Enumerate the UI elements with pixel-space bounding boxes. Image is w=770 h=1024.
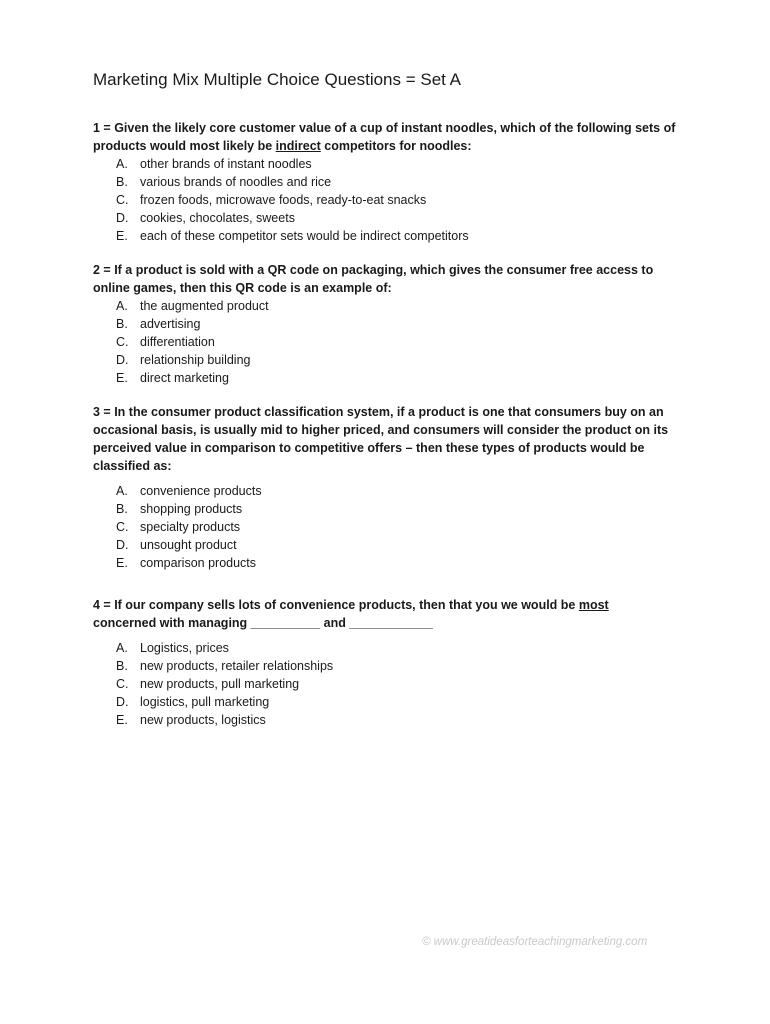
question-4-text: 4 = If our company sells lots of convenience products, then that you we would be most concerned with managing __________ and ____________	[93, 598, 609, 630]
question-3	[93, 403, 693, 572]
question-1-options	[93, 155, 693, 245]
option-1e: E. each of these competitor sets would be indirect competitors	[116, 229, 469, 243]
option-1d: D. cookies, chocolates, sweets	[116, 211, 295, 225]
question-4-options	[93, 639, 613, 729]
option-4a: A. Logistics, prices	[116, 641, 229, 655]
question-2	[93, 261, 693, 387]
option-2e: E. direct marketing	[116, 371, 229, 385]
copyright-footer: © www.greatideasforteachingmarketing.com	[422, 936, 648, 948]
option-2d: D. relationship building	[116, 353, 251, 367]
option-3d: D. unsought product	[116, 538, 237, 552]
question-4	[93, 596, 613, 729]
question-3-text: 3 = In the consumer product classification system, if a product is one that consumers buy on an occasional basis, is usually mid to higher priced, and consumers will consider the product on its perceived value in comparison to competitive offers – then these types of products would be classified as:	[93, 405, 669, 473]
question-2-text: 2 = If a product is sold with a QR code on packaging, which gives the consumer free access to online games, then this QR code is an example of:	[93, 263, 654, 295]
option-2b: B. advertising	[116, 317, 201, 331]
question-1-text: 1 = Given the likely core customer value of a cup of instant noodles, which of the following sets of products would most likely be indirect competitors for noodles:	[93, 121, 676, 153]
page-title: Marketing Mix Multiple Choice Questions = Set A	[93, 70, 462, 89]
option-4b: B. new products, retailer relationships	[116, 659, 334, 673]
option-1b: B. various brands of noodles and rice	[116, 175, 332, 189]
option-3e: E. comparison products	[116, 556, 257, 570]
option-4c: C. new products, pull marketing	[116, 677, 300, 691]
option-3b: B. shopping products	[116, 502, 243, 516]
option-4d: D. logistics, pull marketing	[116, 695, 270, 709]
question-1	[93, 119, 693, 245]
question-4-emphasis: most	[578, 598, 609, 612]
option-3a: A. convenience products	[116, 484, 262, 498]
option-1a: A. other brands of instant noodles	[116, 157, 312, 171]
question-3-options	[93, 482, 693, 572]
option-2a: A. the augmented product	[116, 299, 269, 313]
question-1-emphasis: indirect	[275, 139, 321, 153]
question-2-options	[93, 297, 693, 387]
option-1c: C. frozen foods, microwave foods, ready-to-eat snacks	[116, 193, 427, 207]
option-3c: C. specialty products	[116, 520, 241, 534]
option-4e: E. new products, logistics	[116, 713, 266, 727]
option-2c: C. differentiation	[116, 335, 215, 349]
